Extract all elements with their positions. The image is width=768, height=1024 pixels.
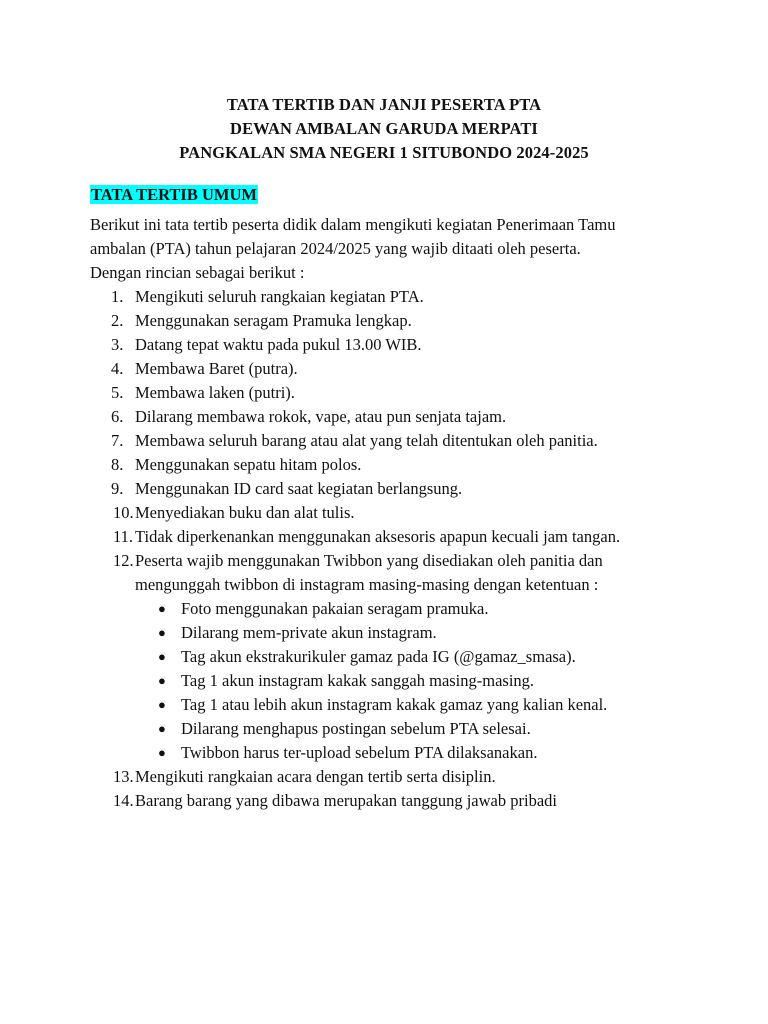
bullet-icon: ● [158, 673, 166, 688]
sub-list-item-text: Foto menggunakan pakaian seragam pramuka. [181, 599, 489, 618]
title-line-1: TATA TERTIB DAN JANJI PESERTA PTA [226, 95, 542, 114]
sub-list-item-text: Twibbon harus ter-upload sebelum PTA dilaksanakan. [181, 743, 538, 762]
sub-list-item [90, 741, 710, 765]
list-item [90, 525, 710, 549]
list-item-text: Membawa seluruh barang atau alat yang telah ditentukan oleh panitia. [135, 431, 598, 450]
list-item [90, 453, 710, 477]
sub-list-item [90, 645, 710, 669]
list-item-number: 14. [113, 791, 134, 810]
list-item-number: 1. [111, 287, 124, 306]
list-item [90, 501, 710, 525]
list-item-number: 11. [113, 527, 134, 546]
bullet-icon: ● [158, 697, 166, 712]
sub-list-item [90, 669, 710, 693]
bullet-icon: ● [158, 721, 166, 736]
list-item [90, 285, 710, 309]
bullet-icon: ● [158, 649, 166, 664]
list-item-text: Datang tepat waktu pada pukul 13.00 WIB. [135, 335, 422, 354]
sub-list-item-text: Dilarang mem-private akun instagram. [181, 623, 437, 642]
sub-list-item [90, 693, 710, 717]
list-item [90, 309, 710, 333]
list-item [90, 381, 710, 405]
sub-list-item-text: Tag akun ekstrakurikuler gamaz pada IG (@gamaz_smasa). [181, 647, 576, 666]
list-item-number: 10. [113, 503, 134, 522]
list-item-text: Tidak diperkenankan menggunakan aksesoris apapun kecuali jam tangan. [135, 527, 621, 546]
list-item-text: Membawa laken (putri). [135, 383, 295, 402]
list-item-text: Peserta wajib menggunakan Twibbon yang disediakan oleh panitia dan [135, 551, 603, 570]
title-line-3: PANGKALAN SMA NEGERI 1 SITUBONDO 2024-2025 [179, 143, 589, 162]
bullet-icon: ● [158, 601, 166, 616]
list-item-number: 7. [111, 431, 124, 450]
list-item-number: 5. [111, 383, 124, 402]
list-item-text: Menggunakan sepatu hitam polos. [135, 455, 362, 474]
list-item-text: Membawa Baret (putra). [135, 359, 298, 378]
list-item [90, 477, 710, 501]
rules-list [90, 285, 710, 813]
list-item-number: 12. [113, 551, 134, 570]
intro-line-2: ambalan (PTA) tahun pelajaran 2024/2025 yang wajib ditaati oleh peserta. [90, 239, 581, 258]
sub-list-item-text: Tag 1 atau lebih akun instagram kakak gamaz yang kalian kenal. [181, 695, 608, 714]
list-item-number: 4. [111, 359, 124, 378]
intro-paragraph [90, 213, 690, 285]
list-item [90, 333, 710, 357]
list-item [90, 405, 710, 429]
list-item-text: Menyediakan buku dan alat tulis. [135, 503, 355, 522]
section-heading-text: TATA TERTIB UMUM [91, 185, 257, 204]
list-item [90, 549, 710, 573]
list-item-number: 9. [111, 479, 124, 498]
list-item-number: 13. [113, 767, 134, 786]
list-item-number: 3. [111, 335, 124, 354]
list-item [90, 789, 710, 813]
section-heading [90, 183, 258, 207]
document-title [0, 93, 768, 165]
intro-line-1: Berikut ini tata tertib peserta didik dalam mengikuti kegiatan Penerimaan Tamu [90, 215, 616, 234]
intro-line-3: Dengan rincian sebagai berikut : [90, 263, 305, 282]
list-item-number: 6. [111, 407, 124, 426]
list-item [90, 429, 710, 453]
sub-list-item [90, 597, 710, 621]
list-item-continuation: mengunggah twibbon di instagram masing-masing dengan ketentuan : [135, 575, 599, 594]
sub-list-item [90, 717, 710, 741]
list-item-text: Dilarang membawa rokok, vape, atau pun senjata tajam. [135, 407, 507, 426]
list-item-text: Barang barang yang dibawa merupakan tanggung jawab pribadi [135, 791, 557, 810]
title-line-2: DEWAN AMBALAN GARUDA MERPATI [230, 119, 538, 138]
list-item [90, 357, 710, 381]
sub-list-item [90, 621, 710, 645]
list-item-number: 2. [111, 311, 124, 330]
list-item-text: Mengikuti seluruh rangkaian kegiatan PTA. [135, 287, 424, 306]
bullet-icon: ● [158, 625, 166, 640]
list-item-number: 8. [111, 455, 124, 474]
sub-list-item-text: Tag 1 akun instagram kakak sanggah masing-masing. [181, 671, 535, 690]
sub-list-item-text: Dilarang menghapus postingan sebelum PTA selesai. [181, 719, 531, 738]
list-item [90, 765, 710, 789]
list-item-text: Mengikuti rangkaian acara dengan tertib serta disiplin. [135, 767, 496, 786]
list-item-text: Menggunakan ID card saat kegiatan berlangsung. [135, 479, 463, 498]
list-item-text: Menggunakan seragam Pramuka lengkap. [135, 311, 412, 330]
bullet-icon: ● [158, 745, 166, 760]
